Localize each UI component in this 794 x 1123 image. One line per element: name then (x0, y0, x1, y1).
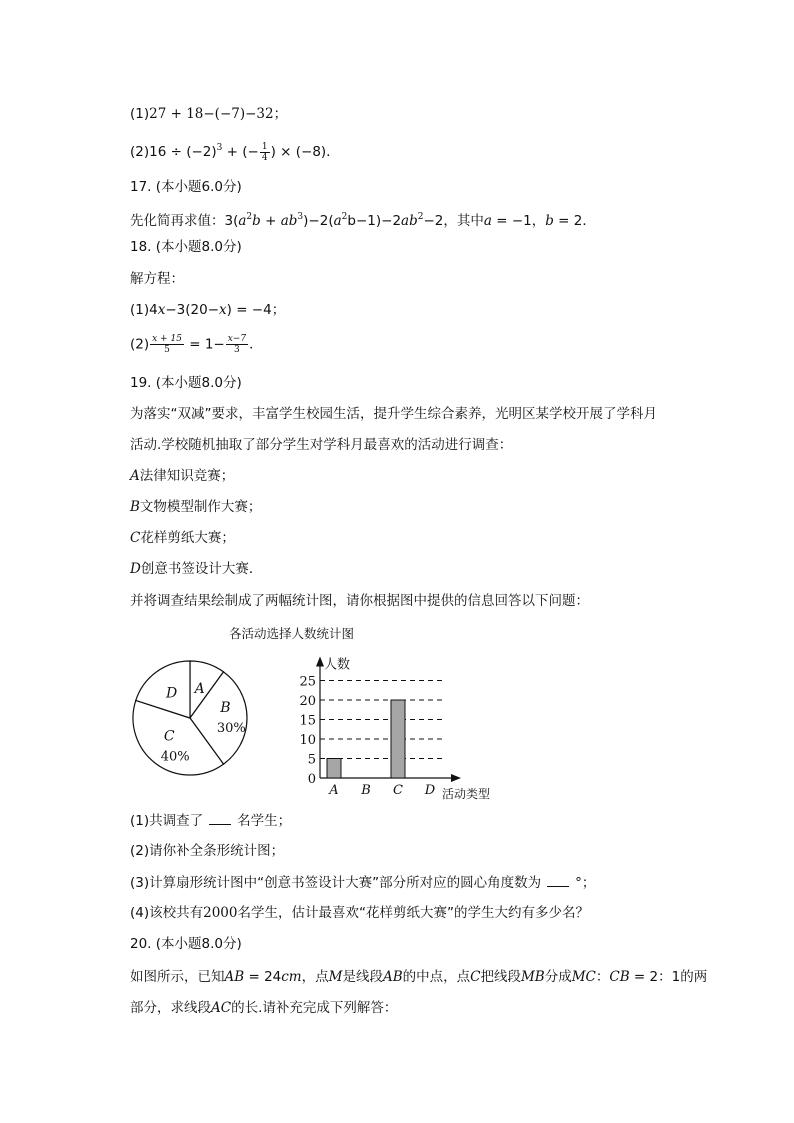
var: AC (211, 1000, 232, 1016)
text: 把线段 (480, 969, 521, 985)
question-20-header: 20. (本小题8.0分) (130, 936, 242, 952)
paragraph-19-c: 并将调查结果绘制成了两幅统计图，请你根据图中提供的信息回答以下问题： (130, 593, 589, 609)
question-17-header: 17. (本小题6.0分) (130, 179, 242, 195)
label-1: (1) (130, 106, 150, 122)
problem-16-1 (130, 104, 287, 124)
pie-label-D: D (165, 685, 178, 702)
var: M (328, 969, 343, 985)
pie-percent-C: 40% (160, 749, 190, 765)
x-category-label-A: A (329, 783, 339, 798)
pie-label-B: B (220, 700, 231, 716)
expr-part: ) × (−8)． (270, 144, 340, 160)
pie-label-A: A (194, 681, 205, 698)
text: ，点 (301, 969, 329, 985)
option-text: 创意书签设计大赛． (140, 561, 263, 577)
text: 分成 (544, 969, 572, 985)
var: x (157, 302, 166, 318)
var: AB (224, 969, 245, 985)
option-letter: C (130, 530, 141, 546)
sub-question-2: (2)请你补全条形统计图； (130, 843, 285, 859)
problem-18-intro: 解方程： (130, 271, 184, 287)
bar-C (391, 700, 405, 778)
var: a (333, 213, 342, 229)
text: = 24 (244, 969, 282, 985)
pie-chart (128, 656, 258, 786)
text: = 1− (184, 336, 225, 353)
y-tick-label: 0 (307, 772, 316, 787)
text: 部分，求线段 (130, 1000, 211, 1016)
numerator: x + 15 (152, 334, 182, 344)
y-tick-label: 25 (299, 674, 316, 690)
paragraph-20-a (130, 967, 707, 987)
bar-chart (290, 648, 510, 803)
denominator: 3 (234, 345, 240, 355)
numerator: 1 (261, 141, 268, 152)
x-category-label-D: D (424, 783, 436, 798)
exponent: 3 (216, 143, 223, 153)
y-axis-title: 人数 (324, 657, 351, 673)
text: ) = −4； (226, 302, 286, 318)
exponent: 2 (246, 212, 253, 222)
exponent: 3 (297, 212, 304, 222)
exponent: 2 (417, 212, 424, 222)
numerator: x−7 (227, 334, 247, 344)
text: + (260, 213, 281, 229)
option-c (130, 528, 235, 548)
text: −3(20− (165, 302, 220, 318)
bar-A (327, 759, 341, 779)
paragraph-19-a: 为落实“双减”要求，丰富学生校园生活，提升学生综合素养，光明区某学校开展了学科月 (130, 406, 657, 422)
text: (3)计算扇形统计图中“创意书签设计大赛”部分所对应的圆心角度数为 (130, 875, 542, 891)
expr-part: (2)16 ÷ (−2) (130, 144, 217, 160)
var: C (470, 969, 481, 985)
var: b (252, 213, 261, 229)
sub-question-1 (130, 810, 291, 831)
text: 先化简再求值：3( (130, 213, 239, 229)
exponent: 2 (341, 212, 348, 222)
problem-18-2 (130, 334, 263, 355)
option-text: 文物模型制作大赛； (139, 499, 262, 515)
y-axis-arrow (316, 657, 324, 667)
text: (2) (130, 336, 150, 353)
var: CB (609, 969, 630, 985)
text: (1)共调查了 (130, 813, 204, 829)
question-18-header: 18. (本小题8.0分) (130, 239, 242, 255)
text: 的长.请补充完成下列解答： (231, 1000, 398, 1016)
answer-blank (209, 810, 231, 825)
option-letter: A (130, 468, 140, 484)
number: 2000 (203, 905, 238, 921)
answer-blank (547, 872, 569, 887)
fraction (226, 334, 248, 355)
option-text: 花样剪纸大赛； (140, 530, 235, 546)
x-axis-title: 活动类型 (442, 787, 491, 801)
problem-17 (130, 207, 596, 231)
text: (4)该校共有 (130, 905, 204, 921)
text: 如图所示，已知 (130, 969, 225, 985)
text: ： (595, 969, 610, 985)
text: 是线段 (342, 969, 383, 985)
denominator: 5 (164, 345, 170, 355)
y-tick-label: 5 (307, 752, 316, 768)
text: )−2( (303, 213, 334, 229)
fraction (260, 142, 270, 163)
option-text: 法律知识竞赛； (139, 468, 235, 484)
paragraph-20-b (130, 998, 397, 1018)
expr-part: + (− (222, 144, 259, 160)
text: 名学生，估计最喜欢“花样剪纸大赛”的学生大约有多少名？ (237, 905, 589, 921)
var: x (219, 302, 227, 318)
option-a (130, 466, 234, 486)
var: MC (571, 969, 596, 985)
text: −2，其中 (423, 213, 484, 229)
option-letter: B (130, 499, 140, 515)
text: (1)4 (130, 302, 158, 318)
var: ab (401, 213, 418, 229)
paragraph-19-b: 活动.学校随机抽取了部分学生对学科月最喜欢的活动进行调查： (130, 437, 513, 453)
x-category-label-C: C (393, 783, 403, 798)
var: a (238, 213, 247, 229)
y-tick-label: 15 (299, 713, 316, 729)
problem-16-2 (130, 138, 340, 163)
text: °； (575, 875, 596, 891)
text: = −1， (491, 213, 546, 229)
chart-title: 各活动选择人数统计图 (229, 626, 355, 641)
option-letter: D (130, 561, 141, 577)
y-tick-label: 20 (299, 694, 316, 709)
text: = 2． (553, 213, 596, 229)
problem-18-1 (130, 300, 285, 320)
question-19-header: 19. (本小题8.0分) (130, 375, 242, 391)
text: ． (249, 336, 263, 353)
var: a (483, 213, 492, 229)
var: MB (520, 969, 545, 985)
denominator: 4 (261, 152, 268, 163)
pie-percent-B: 30% (216, 721, 246, 736)
unit: cm (281, 969, 302, 985)
var: b (545, 213, 554, 229)
var: ab (280, 213, 298, 229)
text: b−1)−2 (347, 213, 402, 229)
x-axis-arrow (451, 774, 461, 782)
text: 的中点，点 (402, 969, 471, 985)
sub-question-3 (130, 872, 595, 893)
fraction (150, 334, 184, 355)
option-d (130, 559, 262, 579)
sub-question-4 (130, 903, 589, 923)
text: 名学生； (237, 813, 292, 829)
x-category-label-B: B (361, 783, 371, 798)
pie-label-C: C (163, 728, 175, 745)
y-tick-label: 10 (299, 733, 316, 748)
option-b (130, 497, 261, 517)
expression-16-1: 27 + 18−(−7)−32； (149, 106, 288, 122)
var: AB (382, 969, 403, 985)
text: = 2：1的两 (629, 969, 708, 985)
